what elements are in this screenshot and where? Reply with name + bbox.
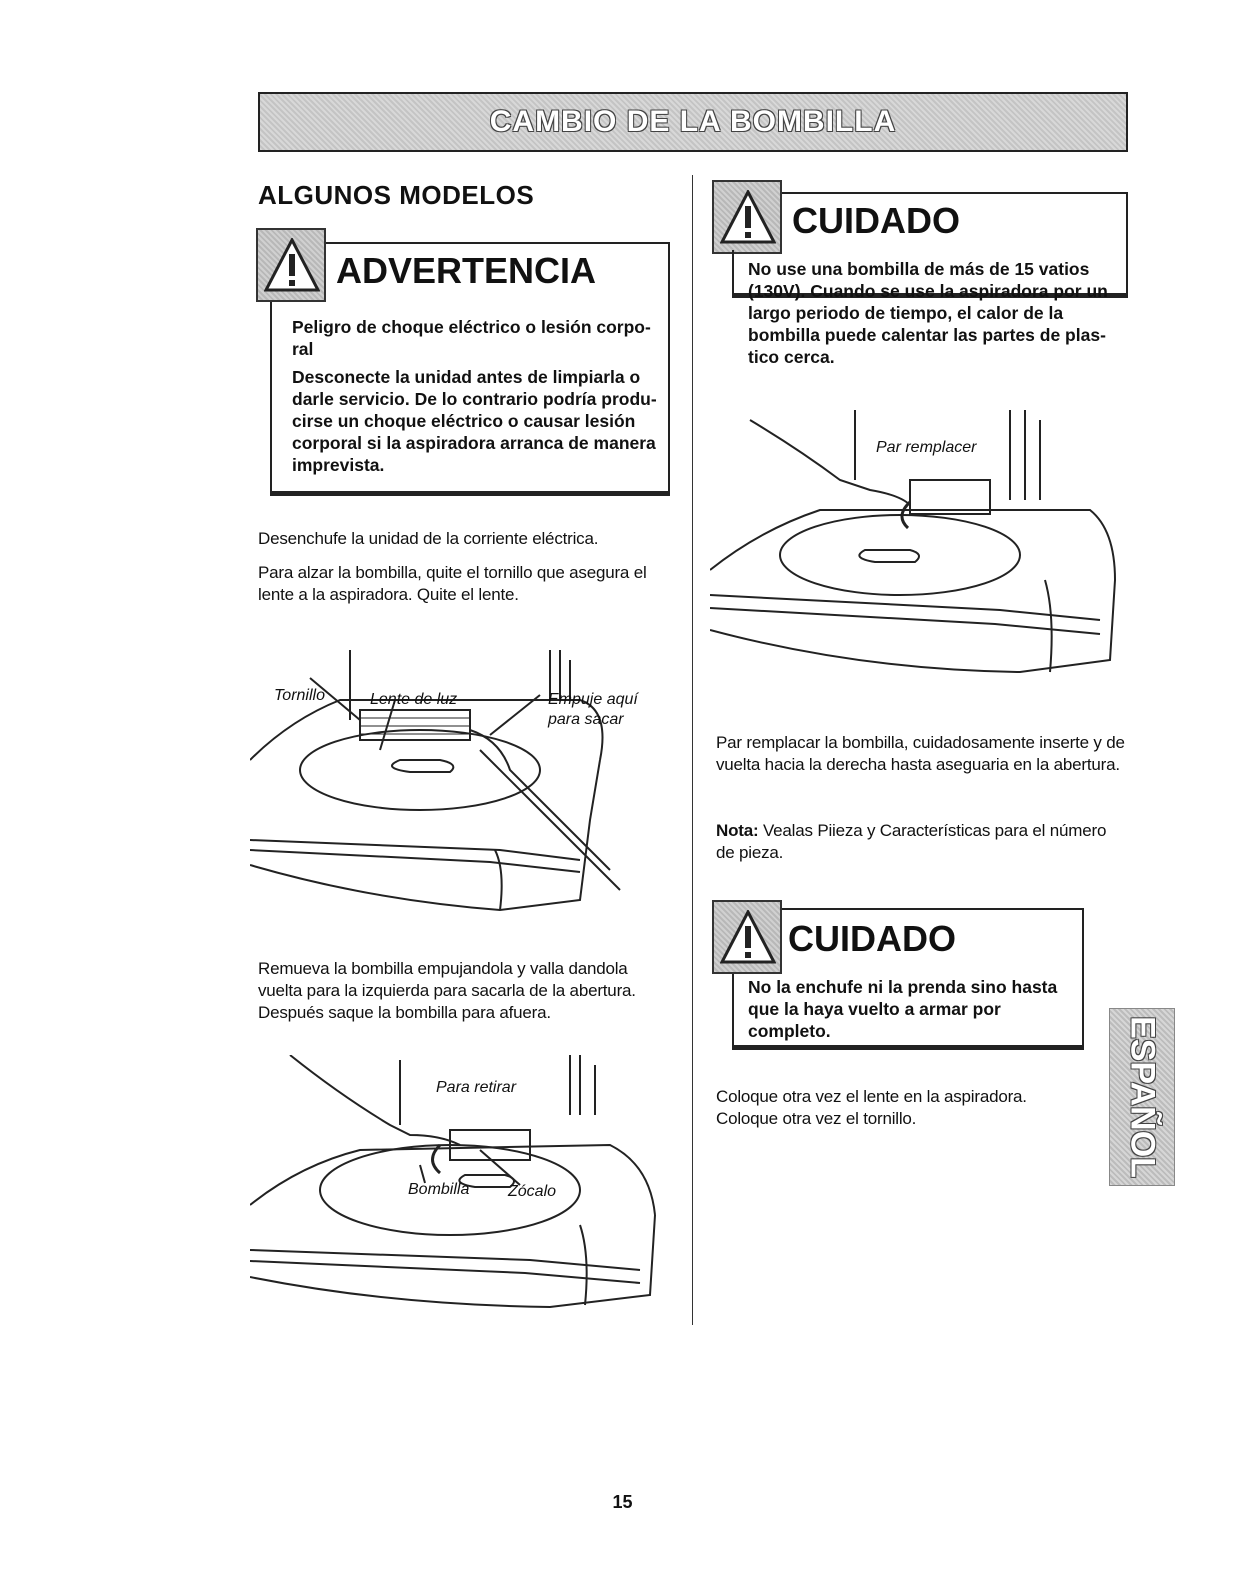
note-label: Nota:: [716, 821, 759, 840]
callout-bulb: Bombilla: [408, 1181, 470, 1198]
reinstall-screw-instruction: Coloque otra vez el tornillo.: [716, 1109, 917, 1128]
warning-instruction-text: Desconecte la unidad antes de limpiarla o darle servicio. De lo contrario podría produ-cirse un choque eléctrico o causar lesión corporal si la aspiradora arranca de manera imprevista.: [292, 367, 657, 475]
warning-body: [292, 316, 658, 482]
callout-to-remove-bulb: Para retirar: [436, 1079, 517, 1096]
part-number-note: [716, 820, 1128, 864]
callout-socket: Zócalo: [508, 1183, 557, 1200]
lens-removal-illustration: [250, 640, 680, 940]
language-side-tab: [1109, 1008, 1175, 1186]
reinstall-lens-instruction: Coloque otra vez el lente en la aspiradora.: [716, 1087, 1027, 1106]
caution-title: CUIDADO: [792, 200, 960, 241]
callout-push-here: Empuje aquí: [548, 691, 638, 708]
lift-bulb-instruction: Para alzar la bombilla, quite el tornillo que asegura el lente a la aspiradora. Quite el lente.: [258, 563, 647, 604]
warning-title: ADVERTENCIA: [336, 250, 597, 291]
caution-box-reassemble: [732, 908, 1084, 1050]
callout-light-lens: Lente de luz: [370, 691, 458, 708]
callout-to-replace: Par remplacer: [876, 439, 977, 456]
warning-triangle-icon: [256, 228, 326, 302]
section-title: CAMBIO DE LA BOMBILLA: [489, 105, 897, 138]
caution-title: CUIDADO: [788, 918, 956, 959]
warning-hazard-text: Peligro de choque eléctrico o lesión corpo-ral: [292, 317, 651, 359]
subsection-heading: ALGUNOS MODELOS: [258, 180, 535, 210]
page-number: 15: [612, 1492, 633, 1512]
remove-bulb-instruction: Remueva la bombilla empujandola y valla dandola vuelta para la izquierda para sacarla de la abertura. Después saque la bombilla para afuera.: [258, 959, 636, 1022]
unplug-instruction: Desenchufe la unidad de la corriente eléctrica.: [258, 529, 599, 548]
callout-to-remove: para sacar: [548, 711, 624, 728]
caution-text-wattage: No use una bombilla de más de 15 vatios (130V). Cuando se use la aspiradora por un largo periodo de tiempo, el calor de la bombilla puede calentar las partes de plas-tico cerca.: [748, 259, 1108, 367]
caution-text-reassemble: No la enchufe ni la prenda sino hasta que la haya vuelto a armar por completo.: [748, 977, 1058, 1041]
language-label: ESPAÑOL: [1123, 1016, 1162, 1178]
callout-screw: Tornillo: [274, 687, 325, 704]
section-header-bar: [258, 92, 1128, 152]
warning-triangle-icon: [712, 900, 782, 974]
column-divider: [692, 175, 693, 1325]
replace-bulb-instruction: Par remplacar la bombilla, cuidadosamente inserte y de vuelta hacia la derecha hasta aseguaria en la abertura.: [716, 733, 1125, 774]
note-text: Vealas Piieza y Características para el número de pieza.: [716, 821, 1107, 862]
warning-box: [270, 242, 670, 496]
warning-triangle-icon: [712, 180, 782, 254]
